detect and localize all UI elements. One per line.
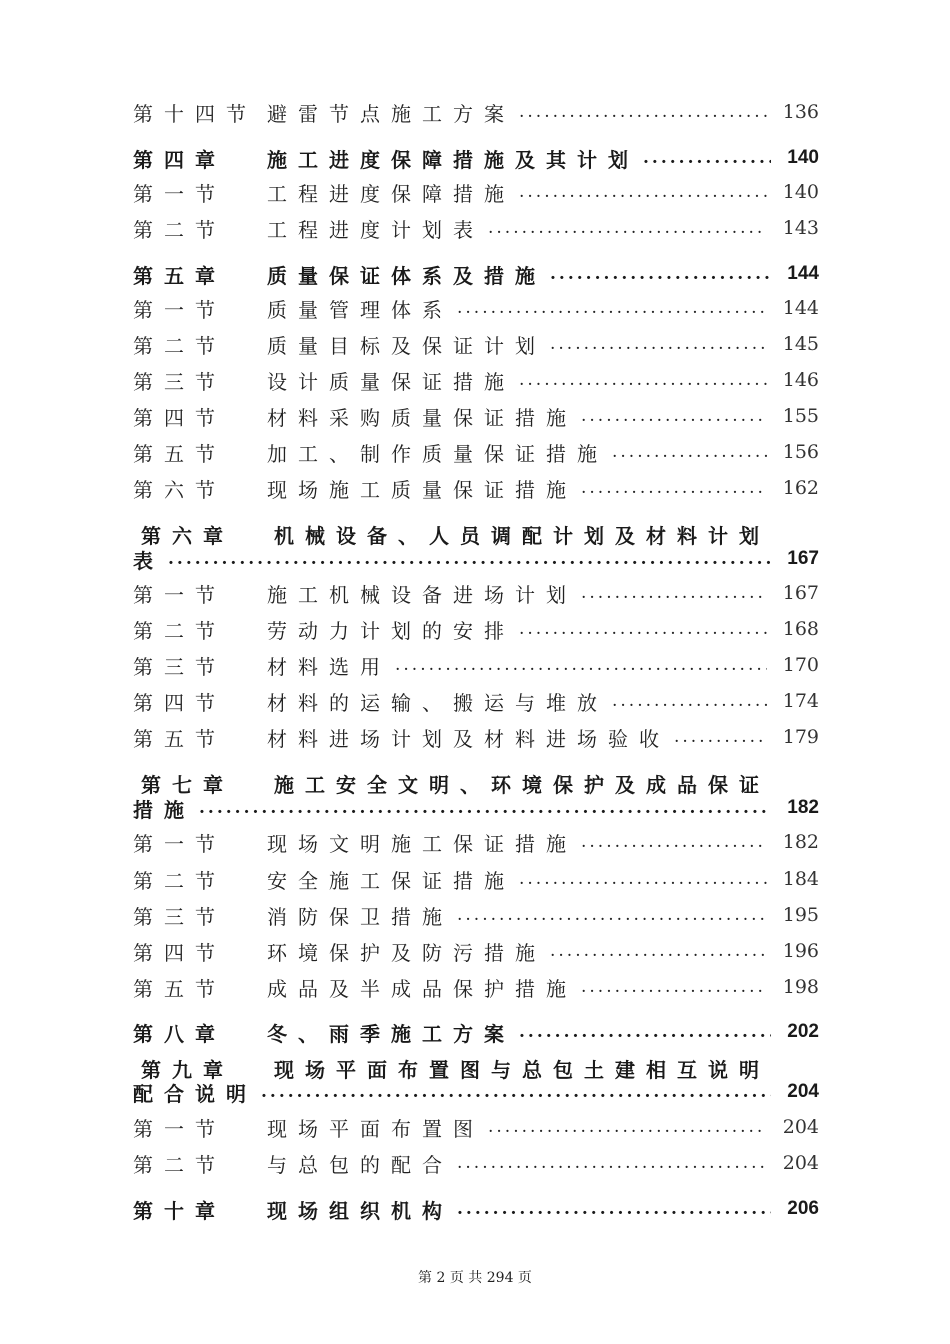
- dot-leader: [550, 941, 767, 961]
- page-number: 182: [787, 797, 819, 818]
- section-title: 避雷节点施工方案: [267, 101, 515, 126]
- toc-chapter-entry-line2[interactable]: [133, 793, 819, 823]
- section-number: 第六节: [133, 477, 226, 502]
- chapter-title: 冬、雨季施工方案: [267, 1021, 515, 1046]
- dot-leader: [581, 832, 767, 852]
- section-title: 加工、制作质量保证措施: [267, 441, 608, 466]
- chapter-number: 第五章: [133, 263, 226, 288]
- page-number: 136: [782, 101, 819, 123]
- section-number: 第一节: [133, 1116, 226, 1141]
- section-number: 第二节: [133, 333, 226, 358]
- chapter-title: 现场组织机构: [267, 1198, 453, 1223]
- toc-section-entry[interactable]: [133, 401, 819, 431]
- section-number: 第五节: [133, 726, 226, 751]
- dot-leader: [488, 1117, 767, 1137]
- section-title: 消防保卫措施: [267, 904, 453, 929]
- page-number: 184: [782, 868, 819, 890]
- section-title: 现场施工质量保证措施: [267, 477, 577, 502]
- chapter-title: 质量保证体系及措施: [267, 263, 546, 288]
- toc-section-entry[interactable]: [133, 1112, 819, 1142]
- section-title: 与总包的配合: [267, 1152, 453, 1177]
- page-number: 167: [782, 582, 819, 604]
- dot-leader: [581, 977, 767, 997]
- section-number: 第五节: [133, 976, 226, 1001]
- section-title: 材料的运输、搬运与堆放: [267, 690, 608, 715]
- section-title: 现场平面布置图: [267, 1116, 484, 1141]
- dot-leader: [519, 102, 767, 122]
- section-title: 设计质量保证措施: [267, 369, 515, 394]
- dot-leader: [643, 148, 771, 168]
- page-number: 140: [782, 181, 819, 203]
- section-title: 安全施工保证措施: [267, 868, 515, 893]
- section-number: 第一节: [133, 582, 226, 607]
- section-number: 第一节: [133, 297, 226, 322]
- chapter-number: 第八章: [133, 1021, 226, 1046]
- dot-leader: [519, 619, 767, 639]
- toc-chapter-entry[interactable]: [133, 1194, 819, 1224]
- toc-section-entry[interactable]: [133, 177, 819, 207]
- page-number: 206: [787, 1198, 819, 1219]
- page-number: 170: [782, 654, 819, 676]
- section-title: 劳动力计划的安排: [267, 618, 515, 643]
- toc-section-entry[interactable]: [133, 864, 819, 894]
- toc-chapter-entry[interactable]: [133, 1017, 819, 1047]
- page-number: 143: [782, 217, 819, 239]
- toc-section-entry[interactable]: [133, 972, 819, 1002]
- section-title: 材料进场计划及材料进场验收: [267, 726, 670, 751]
- toc-chapter-entry-line2[interactable]: [133, 1077, 819, 1107]
- toc-section-entry[interactable]: [133, 437, 819, 467]
- toc-section-entry[interactable]: [133, 722, 819, 752]
- section-number: 第二节: [133, 618, 226, 643]
- section-number: 第一节: [133, 181, 226, 206]
- page-number: 146: [782, 369, 819, 391]
- chapter-title: 现场平面布置图与总包土建相互说明: [274, 1057, 770, 1082]
- page-number: 179: [782, 726, 819, 748]
- page-number: 156: [782, 441, 819, 463]
- section-number: 第三节: [133, 369, 226, 394]
- page-number: 167: [787, 548, 819, 569]
- dot-leader: [519, 182, 767, 202]
- dot-leader: [168, 549, 771, 569]
- dot-leader: [674, 727, 767, 747]
- chapter-number: 第九章: [141, 1057, 234, 1082]
- chapter-number: 第七章: [141, 772, 234, 797]
- dot-leader: [612, 691, 767, 711]
- section-title: 工程进度保障措施: [267, 181, 515, 206]
- toc-section-entry[interactable]: [133, 827, 819, 857]
- page-footer: 第 2 页 共 294 页: [418, 1270, 532, 1286]
- section-title: 材料采购质量保证措施: [267, 405, 577, 430]
- dot-leader: [488, 218, 767, 238]
- dot-leader: [457, 298, 767, 318]
- dot-leader: [199, 798, 771, 818]
- page-number: 204: [782, 1152, 819, 1174]
- toc-section-entry[interactable]: [133, 650, 819, 680]
- toc-section-entry[interactable]: [133, 97, 819, 127]
- dot-leader: [612, 442, 767, 462]
- page-number: 155: [782, 405, 819, 427]
- section-number: 第四节: [133, 405, 226, 430]
- toc-section-entry[interactable]: [133, 900, 819, 930]
- dot-leader: [581, 406, 767, 426]
- section-number: 第三节: [133, 654, 226, 679]
- toc-section-entry[interactable]: [133, 614, 819, 644]
- toc-section-entry[interactable]: [133, 329, 819, 359]
- dot-leader: [519, 1022, 771, 1042]
- toc-section-entry[interactable]: [133, 936, 819, 966]
- page-number: 174: [782, 690, 819, 712]
- chapter-number: 第六章: [141, 523, 234, 548]
- dot-leader: [519, 370, 767, 390]
- page-number: 196: [782, 940, 819, 962]
- section-title: 环境保护及防污措施: [267, 940, 546, 965]
- section-title: 工程进度计划表: [267, 217, 484, 242]
- toc-section-entry[interactable]: [133, 293, 819, 323]
- dot-leader: [457, 1153, 767, 1173]
- page-number: 144: [787, 263, 819, 284]
- toc-section-entry[interactable]: [133, 1148, 819, 1178]
- toc-section-entry[interactable]: [133, 213, 819, 243]
- toc-section-entry[interactable]: [133, 686, 819, 716]
- section-number: 第二节: [133, 217, 226, 242]
- page-number: 202: [787, 1021, 819, 1042]
- page-number: 204: [787, 1081, 819, 1102]
- chapter-title: 机械设备、人员调配计划及材料计划: [274, 523, 770, 548]
- section-number: 第一节: [133, 831, 226, 856]
- toc-section-entry[interactable]: [133, 473, 819, 503]
- toc-chapter-entry[interactable]: [133, 143, 819, 173]
- chapter-title: 施工安全文明、环境保护及成品保证: [274, 772, 770, 797]
- section-number: 第十四节: [133, 101, 257, 126]
- page-number: 198: [782, 976, 819, 998]
- section-title: 现场文明施工保证措施: [267, 831, 577, 856]
- toc-section-entry[interactable]: [133, 365, 819, 395]
- page-number: 144: [782, 297, 819, 319]
- page-number: 182: [782, 831, 819, 853]
- section-number: 第四节: [133, 940, 226, 965]
- page-number: 140: [787, 147, 819, 168]
- section-title: 成品及半成品保护措施: [267, 976, 577, 1001]
- section-title: 材料选用: [267, 654, 391, 679]
- section-number: 第四节: [133, 690, 226, 715]
- dot-leader: [519, 869, 767, 889]
- dot-leader: [395, 655, 767, 675]
- section-title: 施工机械设备进场计划: [267, 582, 577, 607]
- chapter-title-continued: 措施: [133, 797, 195, 822]
- page-number: 204: [782, 1116, 819, 1138]
- section-number: 第三节: [133, 904, 226, 929]
- chapter-title: 施工进度保障措施及其计划: [267, 147, 639, 172]
- section-title: 质量目标及保证计划: [267, 333, 546, 358]
- page-number: 195: [782, 904, 819, 926]
- section-title: 质量管理体系: [267, 297, 453, 322]
- page-number: 162: [782, 477, 819, 499]
- page-number: 145: [782, 333, 819, 355]
- chapter-number: 第四章: [133, 147, 226, 172]
- chapter-title-continued: 表: [133, 548, 164, 573]
- dot-leader: [457, 1199, 771, 1219]
- dot-leader: [581, 478, 767, 498]
- chapter-title-continued: 配合说明: [133, 1081, 257, 1106]
- chapter-number: 第十章: [133, 1198, 226, 1223]
- section-number: 第二节: [133, 868, 226, 893]
- dot-leader: [550, 264, 771, 284]
- page-number: 168: [782, 618, 819, 640]
- section-number: 第五节: [133, 441, 226, 466]
- section-number: 第二节: [133, 1152, 226, 1177]
- dot-leader: [261, 1082, 771, 1102]
- dot-leader: [457, 905, 767, 925]
- toc-chapter-entry-line2[interactable]: [133, 544, 819, 574]
- dot-leader: [550, 334, 767, 354]
- dot-leader: [581, 583, 767, 603]
- toc-section-entry[interactable]: [133, 578, 819, 608]
- toc-chapter-entry[interactable]: [133, 259, 819, 289]
